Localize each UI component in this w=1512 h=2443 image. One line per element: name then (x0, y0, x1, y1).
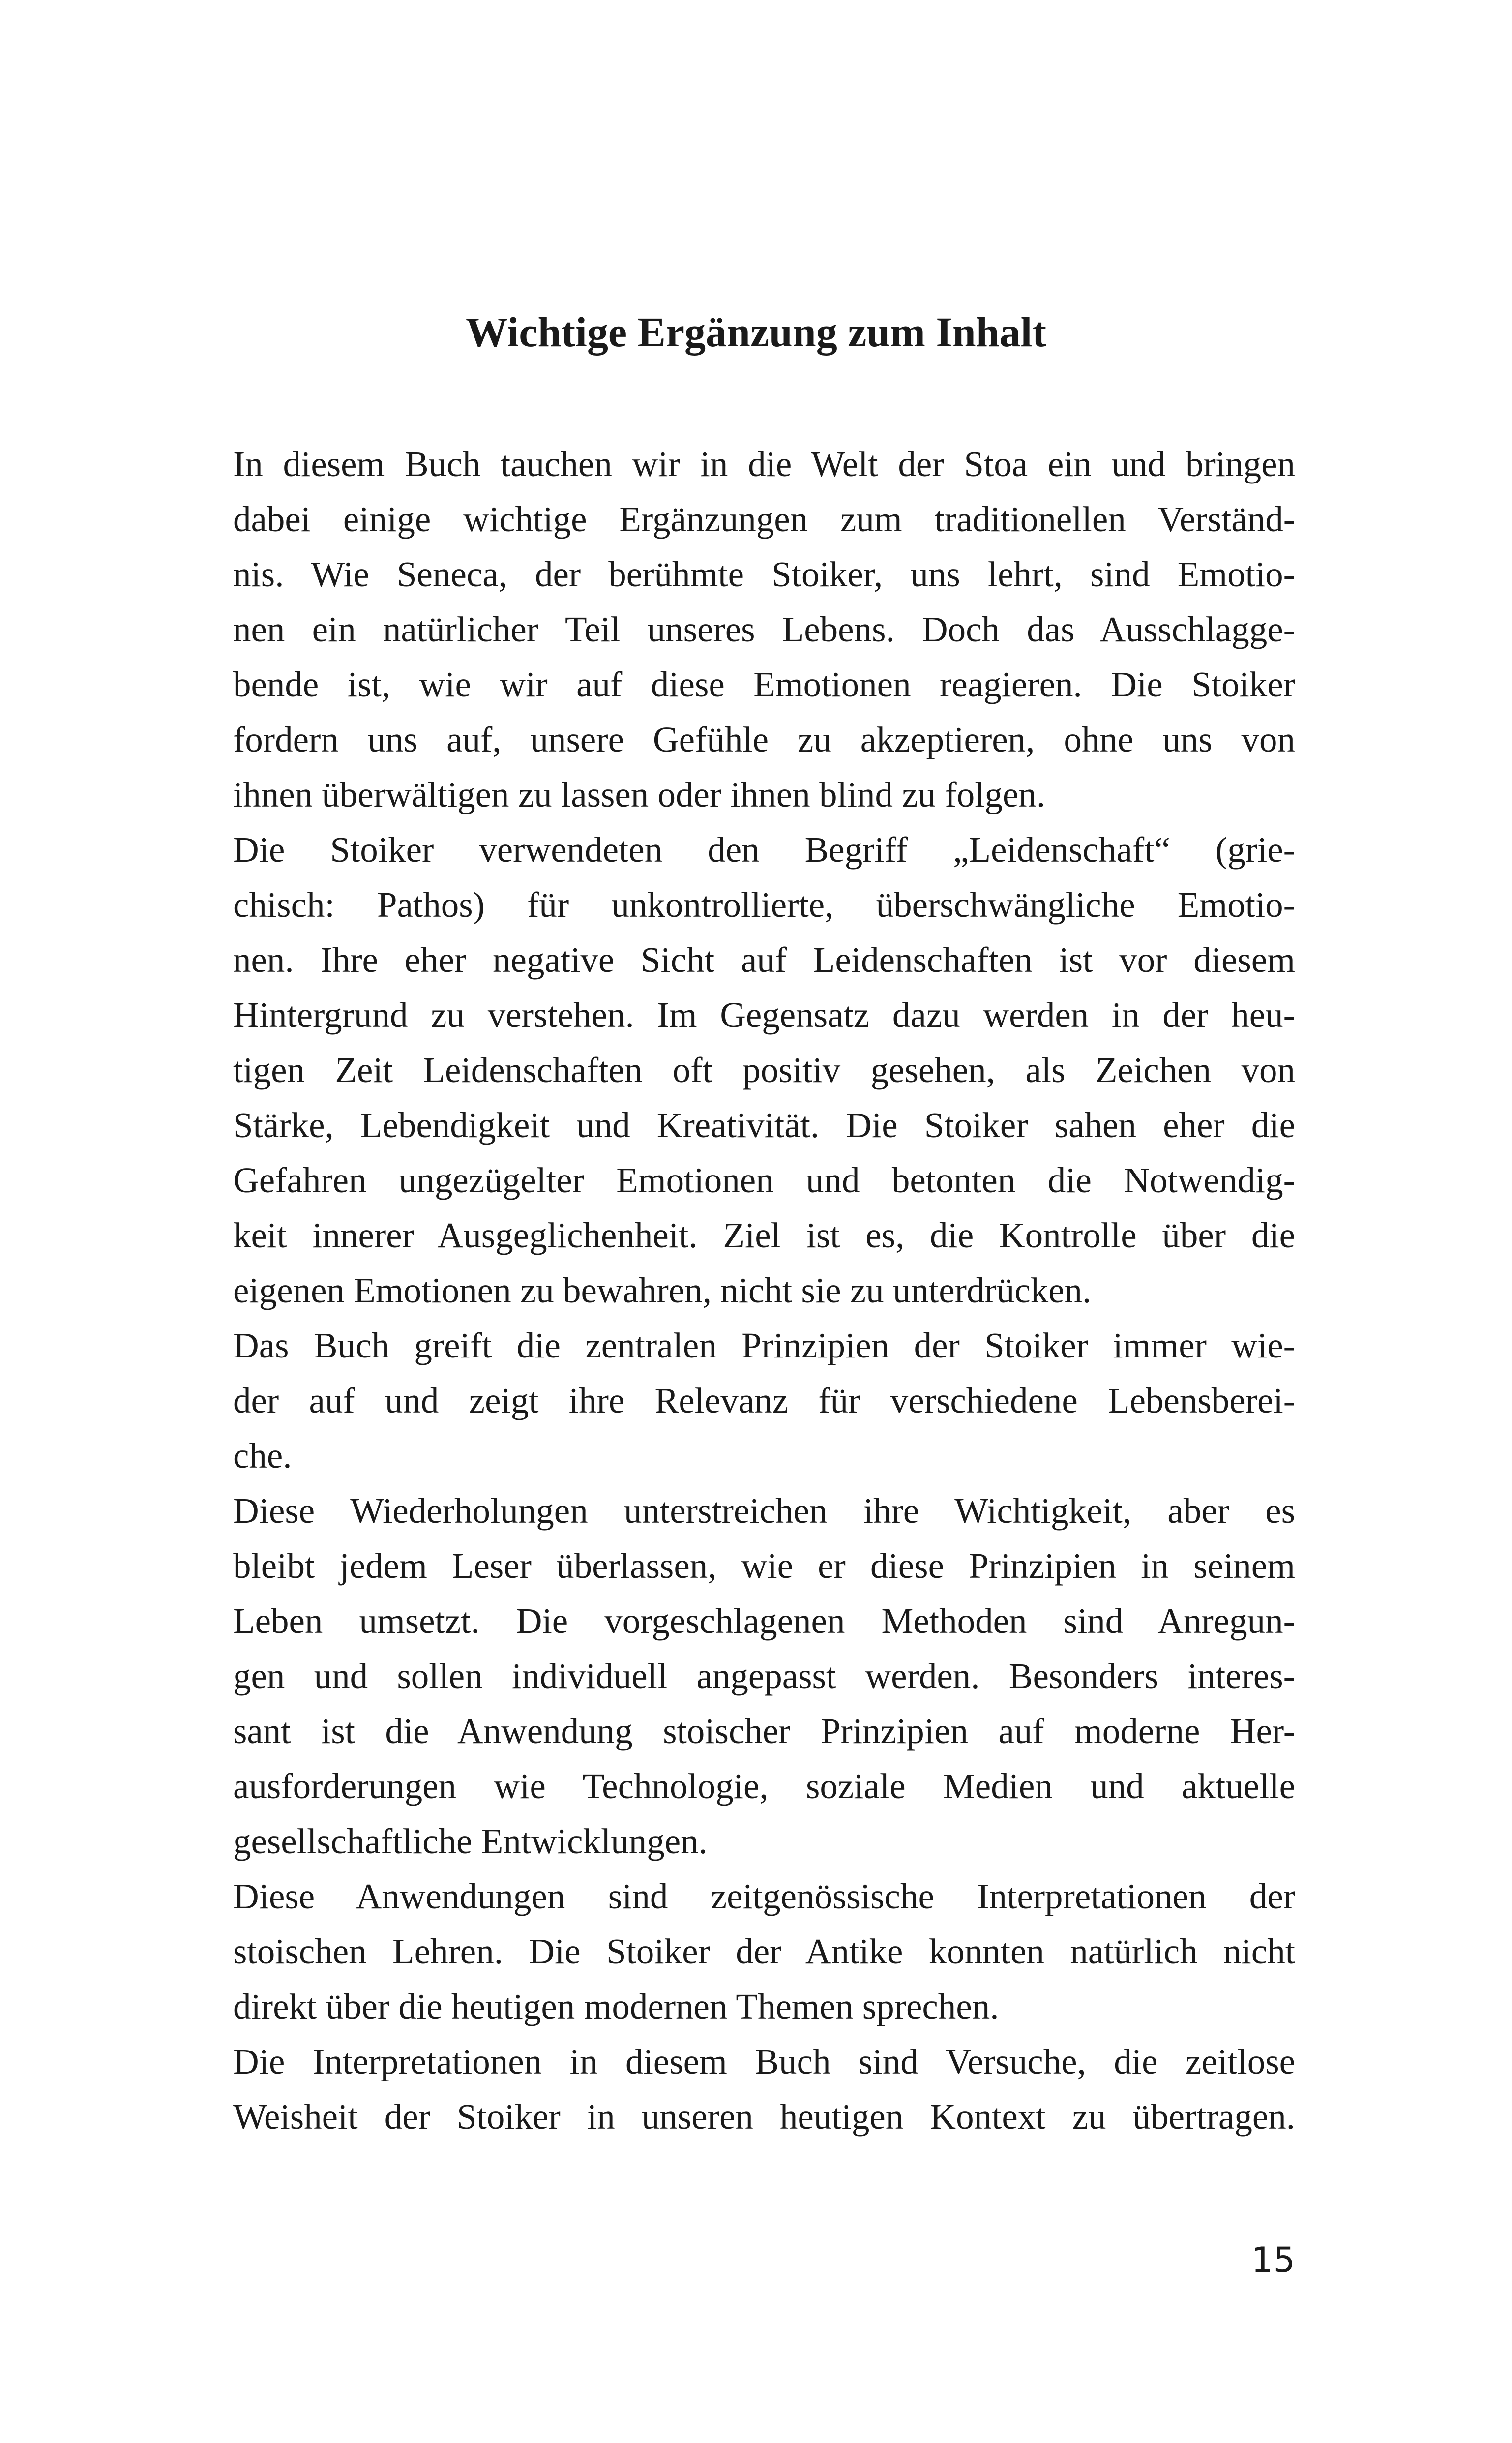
text-line: Gefahren ungezügelter Emotionen und betonten die Notwendig- (233, 1160, 1295, 1200)
text-line: Das Buch greift die zentralen Prinzipien der Stoiker immer wie- (233, 1326, 1295, 1365)
text-line: chisch: Pathos) für unkontrollierte, überschwängliche Emotio- (233, 885, 1295, 925)
text-line: fordern uns auf, unsere Gefühle zu akzeptieren, ohne uns von (233, 720, 1295, 759)
text-line: gesellschaftliche Entwicklungen. (233, 1821, 708, 1861)
text-line: ihnen überwältigen zu lassen oder ihnen blind zu folgen. (233, 775, 1046, 814)
text-line: nis. Wie Seneca, der berühmte Stoiker, uns lehrt, sind Emotio- (233, 554, 1295, 594)
text-line: Diese Wiederholungen unterstreichen ihre Wichtigkeit, aber es (233, 1491, 1295, 1531)
text-line: Diese Anwendungen sind zeitgenössische Interpretationen der (233, 1876, 1295, 1916)
text-line: In diesem Buch tauchen wir in die Welt der Stoa ein und bringen (233, 444, 1295, 484)
text-line: che. (233, 1436, 292, 1476)
text-line: Leben umsetzt. Die vorgeschlagenen Methoden sind Anregun- (233, 1601, 1295, 1641)
text-line: der auf und zeigt ihre Relevanz für verschiedene Lebensberei- (233, 1381, 1295, 1420)
text-line: tigen Zeit Leidenschaften oft positiv gesehen, als Zeichen von (233, 1050, 1295, 1090)
text-line: eigenen Emotionen zu bewahren, nicht sie zu unterdrücken. (233, 1270, 1092, 1310)
text-line: dabei einige wichtige Ergänzungen zum traditionellen Verständ- (233, 499, 1295, 539)
text-line: direkt über die heutigen modernen Themen sprechen. (233, 1987, 999, 2026)
text-line: Stärke, Lebendigkeit und Kreativität. Die Stoiker sahen eher die (233, 1105, 1295, 1145)
text-line: gen und sollen individuell angepasst werden. Besonders interes- (233, 1656, 1295, 1696)
text-line: stoischen Lehren. Die Stoiker der Antike konnten natürlich nicht (233, 1931, 1295, 1971)
text-line: ausforderungen wie Technologie, soziale Medien und aktuelle (233, 1766, 1295, 1806)
text-line: bleibt jedem Leser überlassen, wie er diese Prinzipien in seinem (233, 1546, 1295, 1586)
chapter-title: Wichtige Ergänzung zum Inhalt (465, 308, 1047, 356)
text-line: keit innerer Ausgeglichenheit. Ziel ist es, die Kontrolle über die (233, 1215, 1295, 1255)
text-line: Weisheit der Stoiker in unseren heutigen Kontext zu übertragen. (233, 2097, 1295, 2137)
text-line: Die Interpretationen in diesem Buch sind Versuche, die zeitlose (233, 2042, 1295, 2081)
text-line: nen ein natürlicher Teil unseres Lebens. Doch das Ausschlagge- (233, 609, 1295, 649)
body-text (233, 437, 1295, 2144)
text-line: nen. Ihre eher negative Sicht auf Leidenschaften ist vor diesem (233, 940, 1295, 980)
text-line: bende ist, wie wir auf diese Emotionen reagieren. Die Stoiker (233, 664, 1295, 704)
page-number: 15 (1251, 2240, 1295, 2280)
text-line: sant ist die Anwendung stoischer Prinzipien auf moderne Her- (233, 1711, 1295, 1751)
text-line: Die Stoiker verwendeten den Begriff „Leidenschaft“ (grie- (233, 830, 1295, 870)
text-line: Hintergrund zu verstehen. Im Gegensatz dazu werden in der heu- (233, 995, 1295, 1035)
